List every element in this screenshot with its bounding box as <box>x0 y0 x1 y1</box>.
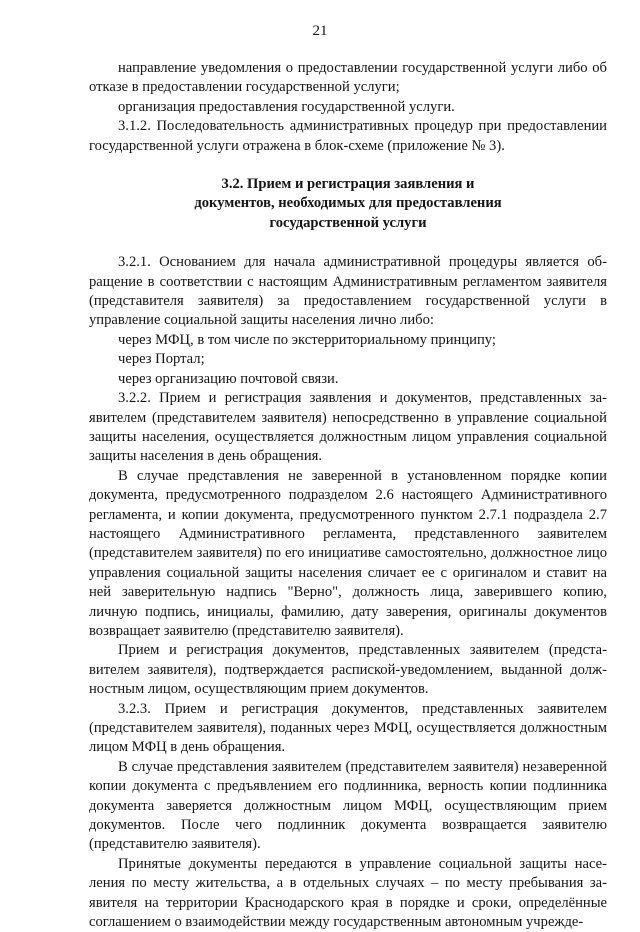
paragraph: Принятые документы передаются в управление социальной защиты населения по месту жительства, а в отдельных случаях – по месту пребывания заявителя на территории Краснодарского края в порядке и сроки, определённые соглашением о взаимодействии между государственным автономным учрежде- <box>89 855 607 931</box>
section-heading-line: 3.2. Прием и регистрация заявления и <box>221 176 475 193</box>
page-number: 21 <box>312 23 328 39</box>
paragraph: Прием и регистрация документов, представленных заявителем (представителем заявителя), подтверждается распиской-уведомлением, выданной должностным лицом, осуществляющим прием документов. <box>89 642 607 698</box>
document-body <box>89 59 607 932</box>
paragraph: 3.1.2. Последовательность административных процедур при предоставлении государственной услуги отражена в блок-схеме (приложение № 3). <box>89 118 607 154</box>
list-item: через Портал; <box>118 351 205 368</box>
section-heading <box>89 175 607 233</box>
list-item: через организацию почтовой связи. <box>118 370 339 387</box>
list-item: через МФЦ, в том числе по экстерриториальному принципу; <box>118 331 496 348</box>
paragraph: В случае представления не заверенной в установленном порядке копии документа, предусмотренного подразделом 2.6 настоящего Административного регламента, и копии документа, предусмотренного пунктом 2.7.1 подраздела 2.7 настоящего Административного регламента, представленного заявителем (представителем заявителя) по его инициативе самостоятельно, должностное лицо управления социальной защиты населения сличает ее с оригиналом и ставит на ней заверительную надпись "Верно", должность лица, заверившего копию, личную подпись, инициалы, фамилию, дату заверения, оригиналы документов возвращает заявителю (представителю заявителя). <box>89 467 607 639</box>
paragraph: 3.2.3. Прием и регистрация документов, представленных заявителем (представителем заявителя), поданных через МФЦ, осуществляется должностным лицом МФЦ в день обращения. <box>89 700 607 756</box>
section-heading-line: государственной услуги <box>269 214 427 231</box>
paragraph: организация предоставления государственной услуги. <box>118 98 455 115</box>
paragraph: направление уведомления о предоставлении государственной услуги либо об отказе в предоставлении государственной услуги; <box>89 60 607 96</box>
paragraph: В случае представления заявителем (представителем заявителя) незаверенной копии документа с предъявлением его подлинника, верность копии подлинника документа заверяется должностным лицом МФЦ, осуществляющим прием документов. После чего подлинник документа возвращается заявителю (представителю заявителя). <box>89 758 607 853</box>
section-heading-line: документов, необходимых для предоставления <box>194 195 502 212</box>
paragraph: 3.2.2. Прием и регистрация заявления и документов, представленных заявителем (представителем заявителя) непосредственно в управление социальной защиты населения, осуществляется должностным лицом управления социальной защиты населения в день обращения. <box>89 390 607 465</box>
paragraph: 3.2.1. Основанием для начала административной процедуры является обращение в соответствии с настоящим Административным регламентом заявителя (представителя заявителя) за предоставлением государственной услуги в управление социальной защиты населения лично либо: <box>89 254 607 329</box>
